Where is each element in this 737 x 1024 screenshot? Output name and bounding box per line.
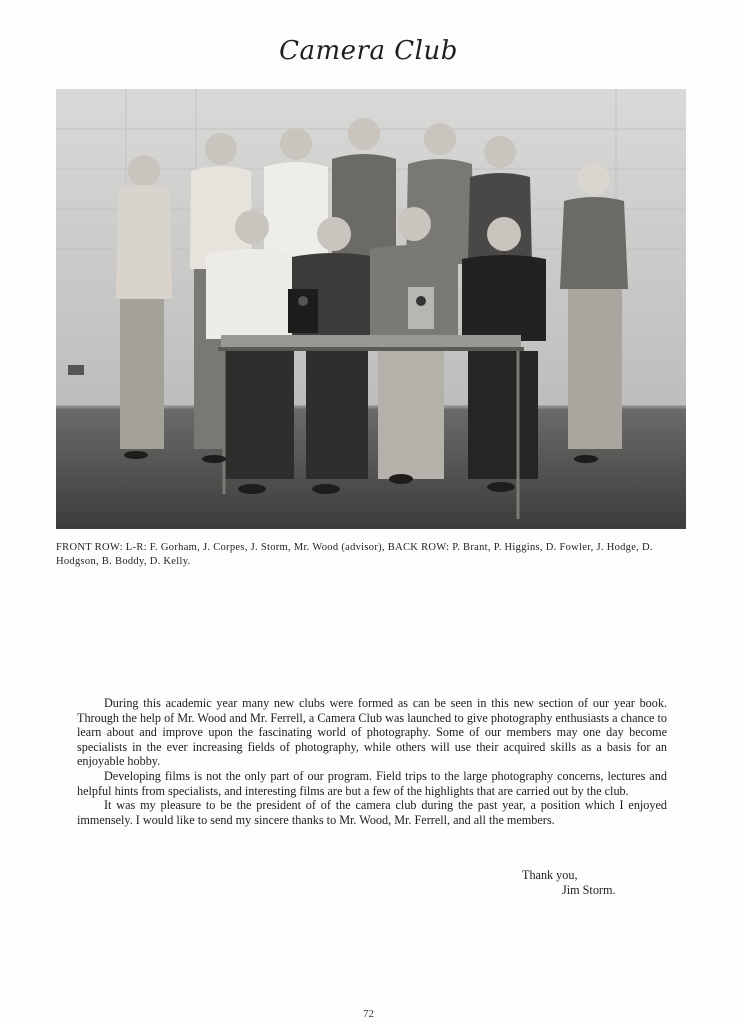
- paragraph: During this academic year many new clubs were formed as can be seen in this new section of our year book. Through the help of Mr. Wood and Mr. Ferrell, a Camera Club was launched to give photography enthusiasts a chance to learn about and improve upon the fascinating world of photography. Some of our members may one day become specialists in the ever increasing fields of photography, while others will use their acquired skills as a basis for an enjoyable hobby.: [77, 696, 667, 769]
- photo-caption: FRONT ROW: L-R: F. Gorham, J. Corpes, J. Storm, Mr. Wood (advisor), BACK ROW: P. Brant, P. Higgins, D. Fowler, J. Hodge, D. Hodgson, B. Boddy, D. Kelly.: [56, 542, 653, 567]
- signoff-closing: Thank you,: [522, 868, 578, 882]
- article-body: [77, 696, 667, 827]
- signoff: [522, 868, 672, 897]
- group-photo-illustration: [56, 89, 686, 529]
- signoff-name: Jim Storm.: [562, 882, 616, 897]
- page-number: 72: [363, 1008, 374, 1020]
- paragraph: Developing films is not the only part of our program. Field trips to the large photography concerns, lectures and helpful hints from specialists, and interesting films are but a few of the highlights that are carried out by the club.: [77, 768, 667, 798]
- group-photo: [56, 89, 686, 529]
- paragraph: It was my pleasure to be the president of of the camera club during the past year, a position which I enjoyed immensely. I would like to send my sincere thanks to Mr. Wood, Mr. Ferrell, and all the members.: [77, 798, 667, 827]
- page-title: Camera Club: [279, 36, 458, 66]
